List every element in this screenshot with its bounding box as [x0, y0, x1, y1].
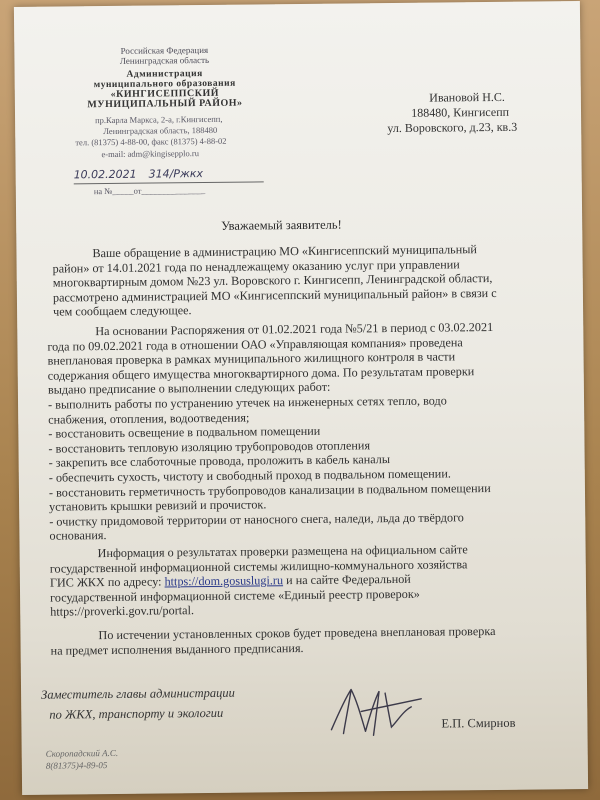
- signatory-position-line1: Заместитель главы администрации: [41, 685, 235, 702]
- text-line: установить крышки ревизий и прочисток.: [49, 497, 267, 514]
- text-line: основания.: [49, 528, 107, 543]
- gis-gkh-link[interactable]: https://dom.gosuslugi.ru: [164, 573, 284, 589]
- header-region: Ленинградская область: [119, 54, 210, 66]
- text-line: государственной информационной системе «Единый реестр проверок»: [50, 586, 420, 605]
- ref-number-line: [74, 163, 264, 184]
- text-line: На основании Распоряжения от 01.02.2021 года №5/21 в период с 03.02.2021: [95, 319, 494, 339]
- list-item: - очистку придомовой территории от наносного снега, наледи, льда до твёрдого: [49, 510, 464, 529]
- ref-date-handwritten: 10.02.2021: [73, 167, 137, 182]
- text-line: чем сообщаем следующее.: [53, 303, 192, 319]
- ref-number-handwritten: 314/Ржкх: [148, 167, 204, 181]
- ref-reply-line: на №_____от_______________: [93, 184, 206, 197]
- text-line: рассмотрено администрацией МО «Кингисеппский муниципальный район» в связи с: [52, 285, 497, 305]
- paragraph-information: [50, 541, 561, 619]
- header-country: Российская Федерация: [120, 44, 209, 56]
- text-line: Информация о результатах проверки размещена на официальном сайте: [97, 542, 468, 561]
- text-fragment: и на сайте Федеральной: [286, 572, 411, 588]
- text-fragment: ГИС ЖКХ по адресу:: [49, 574, 162, 590]
- signatory-name: Е.П. Смирнов: [441, 715, 516, 731]
- text-line: года по 09.02.2021 года в отношении ОАО «Управляющая компания» проведена: [47, 334, 463, 354]
- text-line: район» от 14.01.2021 года по ненадлежащему оказанию услуг при управлении: [52, 256, 460, 276]
- text-line: внеплановая проверка в рамках муниципального жилищного контроля в части: [47, 349, 456, 368]
- executor-name: Скоропадский А.С.: [45, 747, 119, 759]
- text-line: снабжения, отопления, водоотведения;: [48, 410, 250, 427]
- text-line: государственной информационной системы жилищно-коммунального хозяйства: [49, 556, 468, 576]
- text-line: содержания общего имущества многоквартирного дома. По результатам проверки: [47, 363, 475, 383]
- proverki-link[interactable]: https://proverki.gov.ru/portal.: [50, 603, 195, 620]
- recipient-street: ул. Воровского, д.23, кв.3: [387, 119, 518, 136]
- text-line: По истечении установленных сроков будет проведена внеплановая проверка: [98, 623, 496, 643]
- list-item: - восстановить герметичность трубопроводов канализации в подвальном помещении: [48, 480, 491, 500]
- text-line: выдано предписание о выполнении следующих работ:: [47, 380, 331, 398]
- list-item: - закрепить все слаботочные провода, проложить в кабель каналы: [48, 452, 391, 470]
- letter-page: [14, 1, 588, 795]
- list-item: - восстановить тепловую изоляцию трубопроводов отопления: [48, 438, 371, 456]
- recipient-city: 188480, Кингисепп: [411, 104, 510, 120]
- handwritten-signature: [321, 681, 432, 742]
- text-line: Ваше обращение в администрацию МО «Кингисеппский муниципальный: [92, 242, 477, 261]
- header-org-line3: «КИНГИСЕППСКИЙ: [110, 87, 220, 100]
- header-org-line2: муниципального образования: [93, 78, 236, 91]
- list-item: - обеспечить сухость, чистоту и свободный проход в подвальном помещении.: [48, 466, 451, 485]
- salutation: Уважаемый заявитель!: [221, 217, 342, 233]
- text-line: на предмет исполнения выданного предписания.: [50, 640, 304, 658]
- paragraph-followup: [50, 623, 560, 658]
- header-email: e-mail: adm@kingisepplo.ru: [101, 148, 200, 160]
- header-org-line1: Администрация: [126, 69, 203, 80]
- header-phone: тел. (81375) 4-88-00, факс (81375) 4-88-02: [75, 135, 227, 148]
- header-org-line4: МУНИЦИПАЛЬНЫЙ РАЙОН»: [87, 97, 243, 111]
- paragraph-appeal: [52, 241, 553, 319]
- paragraph-inspection: [47, 319, 559, 543]
- recipient-name: Ивановой Н.С.: [429, 89, 505, 105]
- executor-phone: 8(81375)4-89-05: [45, 760, 108, 771]
- text-line: многоквартирным домом №23 ул. Воровского г. Кингисепп, Ленинградской области,: [52, 271, 493, 290]
- header-address-line1: пр.Карла Маркса, 2-а, г.Кингисепп,: [95, 113, 223, 126]
- list-item: - выполнить работы по устранению утечек на инженерных сетях тепло, водо: [47, 393, 447, 412]
- header-address-line2: Ленинградская область, 188480: [103, 124, 218, 137]
- signatory-position-line2: по ЖКХ, транспорту и экологии: [49, 705, 224, 722]
- list-item: - восстановить освещение в подвальном помещении: [48, 423, 321, 441]
